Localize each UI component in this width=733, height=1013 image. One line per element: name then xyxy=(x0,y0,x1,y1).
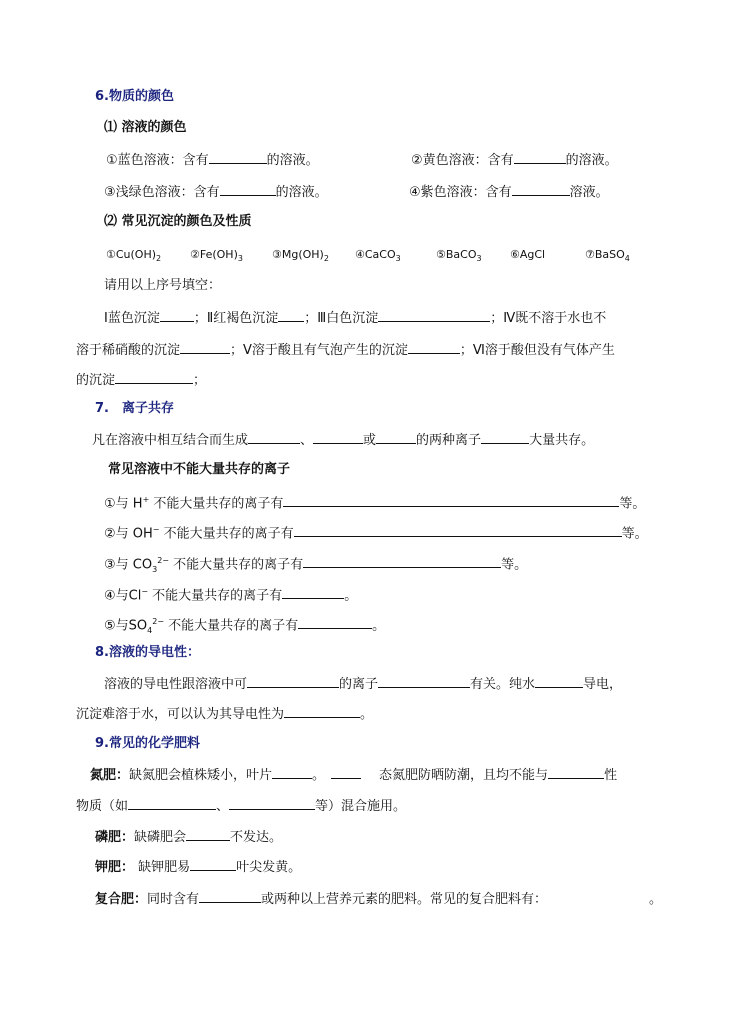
text: 溶于稀硝酸的沉淀 xyxy=(76,343,181,358)
section-8-title: 8.溶液的导电性： xyxy=(95,645,200,660)
formula: ⑦BaSO xyxy=(585,248,625,261)
text: ；Ⅴ溶于酸且有气泡产生的沉淀 xyxy=(230,343,408,358)
text: 不能大量共存的离子有 xyxy=(164,618,299,634)
text: 等。 xyxy=(619,496,646,512)
superscript: − xyxy=(152,525,160,534)
blank[interactable] xyxy=(535,674,583,688)
nitrogen-line-2 xyxy=(76,796,406,816)
purple-solution-line xyxy=(409,182,609,202)
subscript: 3 xyxy=(395,254,401,264)
text: ； xyxy=(193,373,207,388)
text: ；Ⅵ溶于酸但没有气体产生 xyxy=(459,343,615,358)
text: 缺氮肥会植株矮小，叶片 xyxy=(129,768,273,783)
coexist-subheading: 常见溶液中不能大量共存的离子 xyxy=(108,462,291,477)
blank[interactable] xyxy=(186,827,230,841)
precip-5 xyxy=(436,246,482,268)
subscript: 4 xyxy=(147,625,153,635)
compound-line xyxy=(95,889,662,909)
text: 等）混合施用。 xyxy=(315,799,407,814)
formula: ③Mg(OH) xyxy=(272,248,324,261)
subscript: 2 xyxy=(323,254,329,264)
coexist-definition xyxy=(92,430,594,450)
section-7-title: 7. 离子共存 xyxy=(95,401,174,416)
precip-1 xyxy=(106,246,161,268)
precip-2 xyxy=(190,246,243,268)
text: 缺钾肥易 xyxy=(134,860,191,875)
blank[interactable] xyxy=(248,430,300,444)
text: 。 xyxy=(649,892,663,907)
text: 。 xyxy=(312,768,326,783)
text: 。 xyxy=(344,588,358,604)
superscript: 2− xyxy=(152,617,165,626)
blue-solution-line xyxy=(106,150,319,170)
blank[interactable] xyxy=(272,765,312,779)
precip-question-line-1 xyxy=(104,308,606,328)
text: 的两种离子 xyxy=(416,433,482,448)
precip-7 xyxy=(585,246,630,268)
text: ③浅绿色溶液：含有 xyxy=(104,185,220,200)
text: 沉淀难溶于水，可以认为其导电性为 xyxy=(76,707,285,722)
text: 大量共存。 xyxy=(529,433,595,448)
text: ②与 OH xyxy=(104,526,153,542)
formula: ④CaCO xyxy=(355,248,396,261)
blank[interactable] xyxy=(115,370,193,384)
blank[interactable] xyxy=(481,430,529,444)
potassium-label: 钾肥： xyxy=(95,860,135,875)
text: 或 xyxy=(363,433,377,448)
superscript: − xyxy=(141,587,149,596)
co3-ion-line xyxy=(104,552,527,579)
text: ④紫色溶液：含有 xyxy=(409,185,512,200)
text: 、 xyxy=(216,799,230,814)
blank[interactable] xyxy=(229,796,315,810)
blank[interactable] xyxy=(283,493,619,507)
text: 不能大量共存的离子有 xyxy=(149,496,284,512)
conductivity-line-2 xyxy=(76,704,373,724)
text: 有关。纯水 xyxy=(470,677,536,692)
blank[interactable] xyxy=(512,182,570,196)
formula: ①Cu(OH) xyxy=(106,248,157,261)
blank[interactable] xyxy=(278,308,304,322)
text: 的溶液。 xyxy=(266,153,319,168)
text: ③与 CO xyxy=(104,557,153,573)
fill-instruction: 请用以上序号填空： xyxy=(104,278,222,293)
text: ⑤与SO xyxy=(104,618,148,634)
text: 等。 xyxy=(501,557,528,573)
text: 导电， xyxy=(583,677,623,692)
phosphorus-label: 磷肥： xyxy=(95,830,135,845)
h-ion-line xyxy=(104,491,645,513)
text: 的溶液。 xyxy=(275,185,328,200)
blank[interactable] xyxy=(247,674,339,688)
blank[interactable] xyxy=(284,704,360,718)
text: ①与 H xyxy=(104,496,143,512)
text: 的溶液。 xyxy=(565,153,618,168)
text: 同时含有 xyxy=(147,892,200,907)
blank[interactable] xyxy=(160,308,194,322)
text: 等。 xyxy=(621,526,648,542)
formula: ⑥AgCl xyxy=(510,248,546,261)
text: 。 xyxy=(372,618,386,634)
blank[interactable] xyxy=(298,615,372,629)
blank[interactable] xyxy=(303,554,501,568)
section-9-title: 9.常见的化学肥料 xyxy=(95,736,200,751)
so4-ion-line xyxy=(104,613,385,640)
blank[interactable] xyxy=(408,340,460,354)
text: 或两种以上营养元素的肥料。常见的复合肥料有： xyxy=(261,892,548,907)
blank[interactable] xyxy=(180,340,230,354)
precip-4 xyxy=(355,246,401,268)
blank[interactable] xyxy=(199,889,261,903)
blank[interactable] xyxy=(313,430,363,444)
text: 溶液。 xyxy=(569,185,609,200)
text: 缺磷肥会 xyxy=(134,830,187,845)
text: 的沉淀 xyxy=(76,373,116,388)
blank[interactable] xyxy=(294,523,622,537)
blank[interactable] xyxy=(378,308,490,322)
subscript: 4 xyxy=(624,254,630,264)
text: ④与Cl xyxy=(104,588,142,604)
blank[interactable] xyxy=(128,796,216,810)
text: ②黄色溶液：含有 xyxy=(411,153,514,168)
blank[interactable] xyxy=(209,150,267,164)
blank[interactable] xyxy=(282,585,344,599)
precip-6 xyxy=(510,246,545,264)
formula: ②Fe(OH) xyxy=(190,248,238,261)
cl-ion-line xyxy=(104,583,357,605)
subscript: 3 xyxy=(237,254,243,264)
blank[interactable] xyxy=(190,857,236,871)
subscript: 3 xyxy=(476,254,482,264)
text: 。 xyxy=(360,707,374,722)
solution-color-heading: ⑴ 溶液的颜色 xyxy=(104,120,187,135)
lightgreen-solution-line xyxy=(104,182,328,202)
formula: ⑤BaCO xyxy=(436,248,477,261)
text: 凡在溶液中相互结合而生成 xyxy=(92,433,249,448)
oh-ion-line xyxy=(104,521,648,543)
precip-question-line-2 xyxy=(76,340,615,360)
superscript: + xyxy=(142,495,150,504)
text: ①蓝色溶液：含有 xyxy=(106,153,209,168)
nitrogen-label: 氮肥： xyxy=(90,768,130,783)
nitrogen-line-1 xyxy=(90,765,617,785)
precip-question-line-3 xyxy=(76,370,206,390)
precipitate-heading: ⑵ 常见沉淀的颜色及性质 xyxy=(104,214,252,229)
text: ；Ⅳ既不溶于水也不 xyxy=(490,311,607,326)
text: Ⅰ蓝色沉淀 xyxy=(104,311,160,326)
blank[interactable] xyxy=(331,765,361,779)
subscript: 3 xyxy=(152,564,158,574)
text: 不能大量共存的离子有 xyxy=(148,588,283,604)
precip-3 xyxy=(272,246,329,268)
blank[interactable] xyxy=(548,765,604,779)
text: ；Ⅲ白色沉淀 xyxy=(304,311,379,326)
blank[interactable] xyxy=(376,430,416,444)
subscript: 2 xyxy=(156,254,162,264)
compound-label: 复合肥： xyxy=(95,892,148,907)
text: 叶尖发黄。 xyxy=(236,860,302,875)
conductivity-line-1 xyxy=(104,674,622,694)
yellow-solution-line xyxy=(411,150,618,170)
blank[interactable] xyxy=(220,182,276,196)
text: 性 xyxy=(604,768,618,783)
phosphorus-line xyxy=(95,827,282,847)
blank[interactable] xyxy=(378,674,470,688)
text: 不发达。 xyxy=(230,830,283,845)
text: 不能大量共存的离子有 xyxy=(169,557,304,573)
text: 物质（如 xyxy=(76,799,129,814)
text: ；Ⅱ红褐色沉淀 xyxy=(193,311,279,326)
text: 溶液的导电性跟溶液中可 xyxy=(104,677,248,692)
text: 态氮肥防晒防潮，且均不能与 xyxy=(379,768,549,783)
section-6-title: 6.物质的颜色 xyxy=(95,89,174,104)
text: 不能大量共存的离子有 xyxy=(159,526,294,542)
text: 的离子 xyxy=(339,677,379,692)
superscript: 2− xyxy=(157,556,169,565)
potassium-line xyxy=(95,857,301,877)
blank[interactable] xyxy=(514,150,566,164)
text: 、 xyxy=(300,433,314,448)
